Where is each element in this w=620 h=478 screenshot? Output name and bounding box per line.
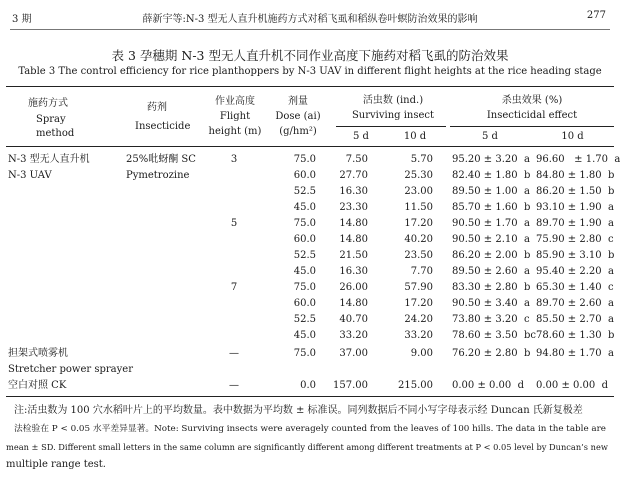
cell-surviving-5d: 27.70 <box>339 170 368 181</box>
cell-height: — <box>229 348 239 359</box>
cell-dose: 52.5 <box>293 186 316 197</box>
header-effect-10d: 10 d <box>561 131 584 142</box>
issue-label: 3 期 <box>12 14 32 25</box>
group-uav-method: N-3 型无人直升机 <box>8 154 90 165</box>
cell-effect-5d: 89.50 ± 1.00 a <box>452 186 530 197</box>
cell-surviving-5d: 14.80 <box>339 218 368 229</box>
cell-effect-5d: 90.50 ± 2.10 a <box>452 234 530 245</box>
cell-effect-10d: 75.90 ± 2.80 c <box>536 234 614 245</box>
header-height-cn: 作业高度 <box>215 96 255 107</box>
header-dose-cn: 剂量 <box>288 96 308 107</box>
header-height-en1: Flight <box>219 111 251 122</box>
cell-dose: 75.0 <box>293 218 316 229</box>
header-surviving-cn: 活虫数 (ind.) <box>362 95 424 106</box>
table-caption-cn: 表 3 孕穗期 N-3 型无人直升机不同作业高度下施药对稻飞虱的防治效果 <box>111 48 509 63</box>
table-row <box>0 232 620 247</box>
cell-surviving-10d: 57.90 <box>404 282 433 293</box>
header-effect-5d: 5 d <box>482 131 498 142</box>
page-number: 277 <box>586 10 606 21</box>
cell-effect-10d: 95.40 ± 2.20 a <box>536 266 614 277</box>
cell-effect-5d: 90.50 ± 1.70 a <box>452 218 530 229</box>
cell-effect-5d: 85.70 ± 1.60 b <box>452 202 531 213</box>
cell-surviving-10d: 23.50 <box>404 250 433 261</box>
table-row <box>0 280 620 295</box>
cell-surviving-10d: 25.30 <box>404 170 433 181</box>
cell-effect-5d: 95.20 ± 3.20 a <box>452 154 530 165</box>
cell-effect-10d: 96.60 ± 1.70 a <box>536 154 620 165</box>
header-insecticide-en: Insecticide <box>135 121 191 132</box>
header-method-en1: Spray <box>36 114 66 125</box>
cell-surviving-5d: 16.30 <box>339 266 368 277</box>
cell-surviving-5d: 14.80 <box>339 234 368 245</box>
cell-surviving-5d: 14.80 <box>339 298 368 309</box>
cell-effect-10d: 78.60 ± 1.30 b <box>536 330 615 341</box>
cell-surviving-5d: 26.00 <box>339 282 368 293</box>
cell-surviving-10d: 33.20 <box>404 330 433 341</box>
group-sprayer-method-en: Stretcher power sprayer <box>8 364 133 375</box>
table-row <box>0 216 620 231</box>
cell-surviving-10d: 5.70 <box>410 154 433 165</box>
cell-height: 7 <box>230 282 238 293</box>
header-method-en2: method <box>36 128 75 139</box>
table-bottom-rule <box>6 396 614 397</box>
cell-dose: 60.0 <box>293 234 316 245</box>
table-row <box>0 200 620 215</box>
group-uav-insecticide: 25%吡蚜酮 SC <box>126 154 196 165</box>
cell-surviving-10d: 215.00 <box>398 380 433 391</box>
cell-effect-5d: 89.50 ± 2.60 a <box>452 266 530 277</box>
cell-effect-5d: 73.80 ± 3.20 c <box>452 314 530 325</box>
cell-height: 5 <box>230 218 238 229</box>
cell-dose: 45.0 <box>293 202 316 213</box>
cell-dose: 75.0 <box>293 282 316 293</box>
table-footnote-line: 法检验在 P < 0.05 水平差异显著。Note: Surviving insects were averagely counted from the leaves of 100 hills. The data in the table are <box>14 424 606 434</box>
table-caption-en: Table 3 The control efficiency for rice planthoppers by N-3 UAV in different flight heights at the rice heading stage <box>18 66 602 77</box>
header-effect-cn: 杀虫效果 (%) <box>501 95 563 106</box>
cell-surviving-10d: 11.50 <box>404 202 433 213</box>
table-header-rule <box>6 146 614 147</box>
table-row <box>0 296 620 311</box>
header-surviving-5d: 5 d <box>353 131 369 142</box>
cell-dose: 60.0 <box>293 170 316 181</box>
cell-surviving-5d: 21.50 <box>339 250 368 261</box>
cell-surviving-10d: 40.20 <box>404 234 433 245</box>
table-footnote-line: multiple range test. <box>6 459 106 470</box>
cell-surviving-5d: 157.00 <box>333 380 368 391</box>
cell-dose: 52.5 <box>293 250 316 261</box>
table-row <box>0 328 620 343</box>
cell-effect-10d: 86.20 ± 1.50 b <box>536 186 615 197</box>
table-row <box>0 264 620 279</box>
table-row <box>0 346 620 361</box>
cell-surviving-10d: 7.70 <box>410 266 433 277</box>
cell-surviving-10d: 17.20 <box>404 218 433 229</box>
table-top-rule <box>6 86 614 87</box>
cell-dose: 0.0 <box>300 380 316 391</box>
cell-effect-10d: 89.70 ± 2.60 a <box>536 298 614 309</box>
header-surviving-10d: 10 d <box>403 131 427 142</box>
group-ck-method: 空白对照 CK <box>8 380 67 391</box>
cell-effect-10d: 89.70 ± 1.90 a <box>536 218 614 229</box>
cell-effect-10d: 85.90 ± 3.10 b <box>536 250 615 261</box>
group-sprayer-method: 担架式喷雾机 <box>8 348 68 359</box>
cell-surviving-10d: 17.20 <box>404 298 433 309</box>
header-effect-en: Insecticidal effect <box>486 110 578 121</box>
cell-effect-10d: 85.50 ± 2.70 a <box>536 314 614 325</box>
cell-dose: 45.0 <box>293 266 316 277</box>
table-row <box>0 378 620 393</box>
cell-dose: 75.0 <box>293 348 316 359</box>
cell-surviving-5d: 37.00 <box>339 348 368 359</box>
cell-dose: 60.0 <box>293 298 316 309</box>
cell-surviving-5d: 40.70 <box>339 314 368 325</box>
cell-effect-5d: 90.50 ± 3.40 a <box>452 298 530 309</box>
cell-effect-10d: 84.80 ± 1.80 b <box>536 170 615 181</box>
header-surviving-en: Surviving insect <box>351 110 435 121</box>
cell-height: — <box>229 380 239 391</box>
cell-effect-5d: 86.20 ± 2.00 b <box>452 250 531 261</box>
cell-effect-10d: 65.30 ± 1.40 c <box>536 282 614 293</box>
table-footnote-line: 注:活虫数为 100 穴水稻叶片上的平均数量。表中数据为平均数 ± 标准误。同列数据后不同小写字母表示经 Duncan 氏新复极差 <box>14 405 583 416</box>
header-rule <box>10 29 610 30</box>
cell-surviving-5d: 7.50 <box>345 154 368 165</box>
header-dose-en1: Dose (ai) <box>275 111 321 122</box>
table-row <box>0 152 620 167</box>
cell-height: 3 <box>230 154 238 165</box>
running-title: 薛新宇等:N-3 型无人直升机施药方式对稻飞虱和稻纵卷叶螟防治效果的影响 <box>142 14 478 25</box>
cell-surviving-5d: 16.30 <box>339 186 368 197</box>
cell-effect-5d: 0.00 ± 0.00 d <box>452 380 525 391</box>
cell-effect-5d: 83.30 ± 2.80 b <box>452 282 531 293</box>
cell-effect-10d: 93.10 ± 1.90 a <box>536 202 614 213</box>
table-row <box>0 312 620 327</box>
cell-surviving-10d: 9.00 <box>410 348 433 359</box>
cell-surviving-5d: 23.30 <box>339 202 368 213</box>
cell-surviving-10d: 24.20 <box>404 314 433 325</box>
table-footnote-line: mean ± SD. Different small letters in the same column are significantly different among different treatments at P < 0.05 level by Duncan’s new <box>6 442 608 452</box>
cell-surviving-5d: 33.20 <box>339 330 368 341</box>
table-row <box>0 168 620 183</box>
effect-sub-rule <box>450 126 614 127</box>
cell-effect-5d: 78.60 ± 3.50 bc <box>452 330 536 341</box>
cell-effect-10d: 94.80 ± 1.70 a <box>536 348 614 359</box>
cell-surviving-10d: 23.00 <box>404 186 433 197</box>
table-row <box>0 184 620 199</box>
surviving-sub-rule <box>336 126 446 127</box>
header-insecticide-cn: 药剂 <box>147 102 167 113</box>
group-uav-insecticide-en: Pymetrozine <box>126 170 190 181</box>
cell-effect-5d: 82.40 ± 1.80 b <box>452 170 531 181</box>
header-height-en2: height (m) <box>208 126 262 137</box>
cell-effect-10d: 0.00 ± 0.00 d <box>536 380 609 391</box>
running-head <box>0 10 620 26</box>
header-dose-en2: (g/hm²) <box>279 126 317 137</box>
cell-dose: 75.0 <box>293 154 316 165</box>
header-method-cn: 施药方式 <box>28 98 68 109</box>
cell-dose: 45.0 <box>293 330 316 341</box>
cell-dose: 52.5 <box>293 314 316 325</box>
cell-effect-5d: 76.20 ± 2.80 b <box>452 348 531 359</box>
table-row <box>0 248 620 263</box>
group-uav-method-en: N-3 UAV <box>8 170 52 181</box>
